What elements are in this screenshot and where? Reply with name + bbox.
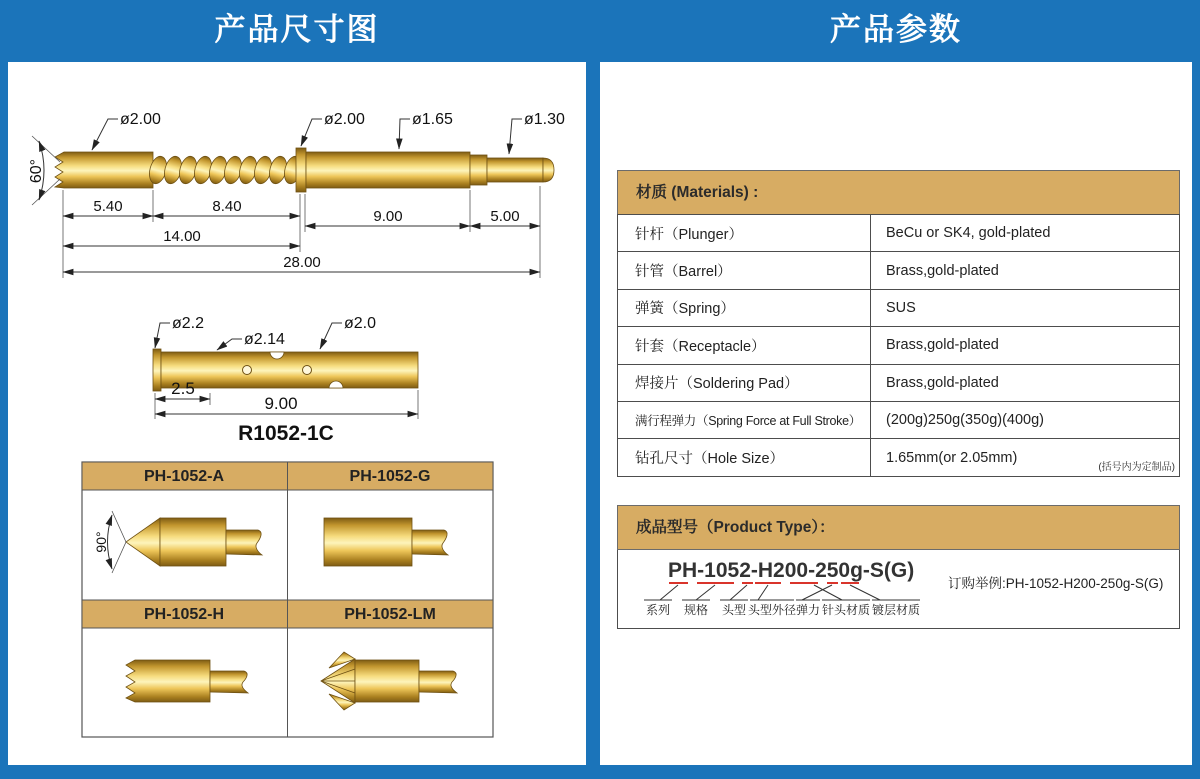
materials-section [617,170,1180,477]
custom-note: (括号内为定制品) [1098,461,1175,473]
tip-cell-label-a: PH-1052-A [143,468,225,485]
angle-60-label: 60° [28,158,45,184]
product-code: PH-1052-H200-250g-S(G) [668,559,915,582]
product-code-diagram [618,550,1179,627]
tip-cell-label-lm: PH-1052-LM [344,606,436,623]
dim-rec-9-00: 9.00 [264,394,298,413]
table-row [618,364,1180,401]
table-row [618,327,1180,364]
segment-label-tip-mat: 针头材质 [821,603,871,617]
tip-style-grid [82,462,493,737]
probe-barrel [306,152,470,188]
dimension-drawing-panel [8,62,586,765]
probe-plunger-shaft [487,158,543,182]
tip-cell-label-g: PH-1052-G [349,468,431,485]
product-type-diagram-box [617,550,1180,629]
callout-dia-165: ø1.65 [412,111,453,128]
callout-dia-22: ø2.2 [172,315,205,332]
segment-label-spec: 规格 [683,603,709,617]
dim-2-5: 2.5 [171,379,195,398]
page-title-parameters: 产品参数 [830,12,962,47]
parameters-panel [600,62,1192,765]
materials-table [617,214,1180,477]
material-value: SUS [871,289,1180,326]
probe-side-view [28,111,565,278]
material-name: 针杆（Plunger） [618,215,871,252]
receptacle-hole-1 [243,366,252,375]
product-type-header: 成品型号（Product Type）： [617,505,1180,550]
material-name: 钻孔尺寸（Hole Size） [618,439,871,476]
code-leader-lines [660,585,880,600]
segment-label-series: 系列 [645,603,671,617]
callout-dia-130: ø1.30 [524,111,565,128]
table-row [618,439,1180,476]
callout-dia-20: ø2.0 [344,315,377,332]
callout-dia-200-a: ø2.00 [120,111,161,128]
hole-size-value: 1.65mm(or 2.05mm) [886,449,1018,466]
dim-8-40: 8.40 [212,198,242,215]
dim-5-00: 5.00 [490,208,520,225]
callout-dia-200-b: ø2.00 [324,111,365,128]
material-value [871,439,1180,476]
angle-60-annotation [28,136,60,205]
callout-dia-214: ø2.14 [244,331,285,348]
segment-label-head-od: 头型外径 [747,603,797,617]
dimension-drawing-svg [8,62,586,765]
angle-90-label: 90° [93,531,109,553]
material-value: Brass,gold-plated [871,327,1180,364]
tip-cell-label-h: PH-1052-H [143,606,225,623]
material-name: 焊接片（Soldering Pad） [618,364,871,401]
table-row [618,215,1180,252]
material-value: BeCu or SK4, gold-plated [871,215,1180,252]
receptacle-hole-2 [303,366,312,375]
segment-label-plating: 镀层材质 [871,603,921,617]
receptacle-body [161,352,418,388]
receptacle-side-view [153,315,418,445]
table-row [618,289,1180,326]
dim-28-00: 28.00 [283,254,321,271]
product-type-section [617,505,1180,629]
materials-header: 材质 (Materials) : [617,170,1180,215]
material-value: (200g)250g(350g)(400g) [871,401,1180,438]
order-example: 订购举例:PH-1052-H200-250g-S(G) [948,576,1164,591]
probe-plunger-tip [543,158,554,182]
material-name: 满行程弹力（Spring Force at Full Stroke） [618,401,871,438]
dim-5-40: 5.40 [93,198,123,215]
probe-crown-barrel [55,152,153,188]
dim-9-00: 9.00 [373,208,403,225]
table-row [618,252,1180,289]
material-name: 针管（Barrel） [618,252,871,289]
material-value: Brass,gold-plated [871,252,1180,289]
dimension-lines [63,198,540,272]
receptacle-lip [153,349,161,391]
material-value: Brass,gold-plated [871,364,1180,401]
table-row [618,401,1180,438]
diameter-callouts [92,111,565,154]
receptacle-model-label: R1052-1C [238,422,334,445]
dim-14-00: 14.00 [163,228,201,245]
segment-label-force: 弹力 [795,603,821,617]
page-title-dimensions: 产品尺寸图 [214,12,380,47]
probe-spring [147,154,305,185]
probe-flange [296,148,306,192]
material-name: 弹簧（Spring） [618,289,871,326]
probe-step [470,155,487,185]
segment-label-head: 头型 [721,603,747,617]
material-name: 针套（Receptacle） [618,327,871,364]
